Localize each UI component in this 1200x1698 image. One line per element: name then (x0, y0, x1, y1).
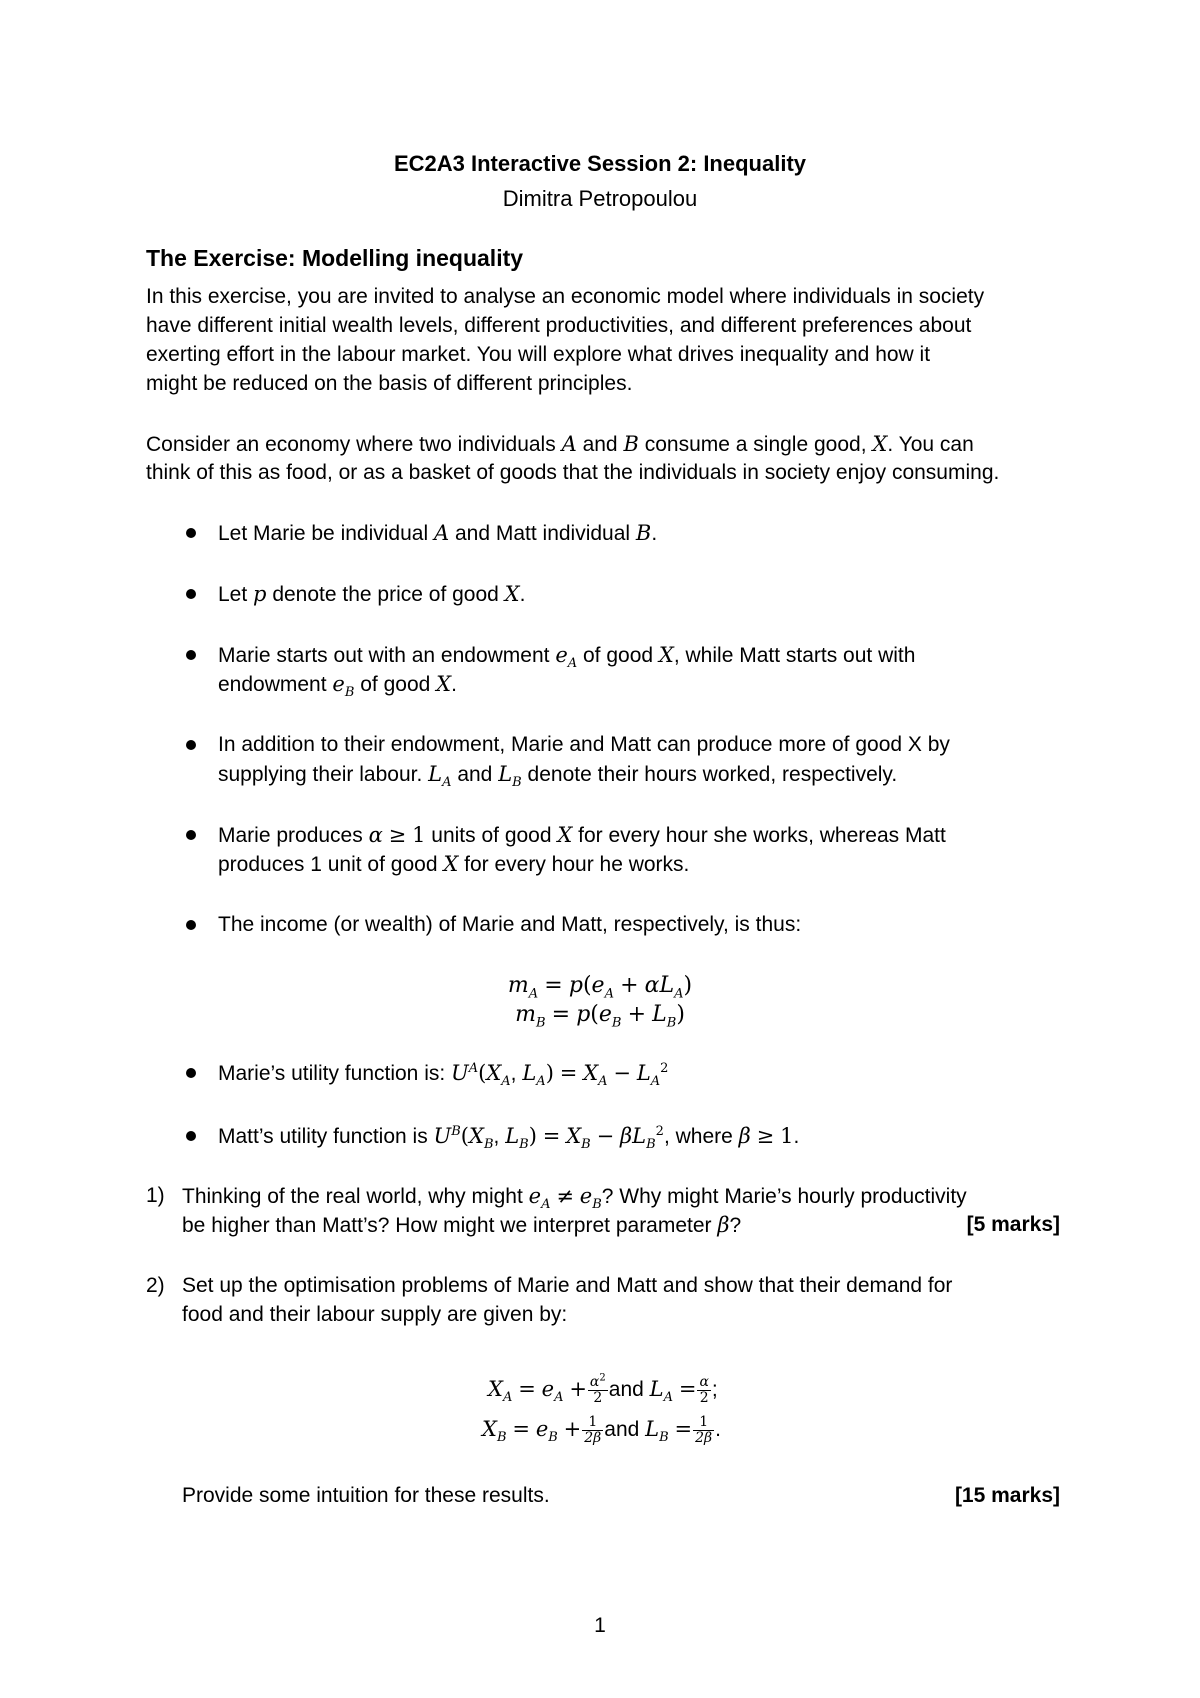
bullet-2: Let p denote the price of good X. (218, 582, 526, 606)
intro-line-3: exerting effort in the labour market. You will explore what drives inequality and how it (146, 343, 931, 366)
bullet-marker (186, 1131, 196, 1141)
section-heading: The Exercise: Modelling inequality (146, 245, 524, 271)
question-2-line-1: Set up the optimisation problems of Marie and Matt and show that their demand for (182, 1274, 953, 1297)
bullet-marker (186, 528, 196, 538)
bullet-4-line-1: In addition to their endowment, Marie and Matt can produce more of good X by (218, 733, 950, 756)
bullet-marker (186, 740, 196, 750)
bullet-7: Marie’s utility function is: $U^A(X_A$, $L_A) = X_A - L_A^2$ (218, 1061, 669, 1090)
consider-line-2: think of this as food, or as a basket of goods that the individuals in society enjoy consuming. (146, 461, 1000, 484)
question-2-marks: [15 marks] (954, 1484, 1060, 1507)
equation-demand-a: $X_A = e_A$ + $\frac{\alpha^2}{2}$ and $L_A$ = $\frac{\alpha}{2}$ ; (488, 1372, 718, 1406)
consider-line-1: Consider an economy where two individuals A and B consume a single good, X. You can (146, 432, 974, 456)
bullet-3-line-2: endowment $e_B$ of good X. (218, 672, 457, 701)
bullet-3-line-1: Marie starts out with an endowment $e_A$ of good X, while Matt starts out with (218, 643, 916, 672)
bullet-marker (186, 920, 196, 930)
bullet-8: Matt’s utility function is $U^B(X_B$, $L_B) = X_B - \beta L_B^2$, where β ≥ 1. (218, 1124, 800, 1153)
equation-income-b: $m_B = p(e_B + L_B)$ (515, 1002, 685, 1031)
question-2-line-2: food and their labour supply are given by: (182, 1303, 568, 1326)
equation-demand-b: $X_B = e_B$ + $\frac{1}{2\beta}$ and $L_B$ = $\frac{1}{2\beta}$ . (482, 1413, 721, 1446)
intro-line-2: have different initial wealth levels, different productivities, and different preferences about (146, 314, 972, 337)
question-1-line-2: be higher than Matt’s? How might we interpret parameter β? (182, 1213, 742, 1237)
bullet-marker (186, 830, 196, 840)
bullet-marker (186, 650, 196, 660)
bullet-4-line-2: supplying their labour. $L_A$ and $L_B$ denote their hours worked, respectively. (218, 762, 898, 791)
bullet-5-line-2: produces 1 unit of good X for every hour he works. (218, 852, 690, 876)
bullet-5-line-1: Marie produces α ≥ 1 units of good X for every hour she works, whereas Matt (218, 823, 946, 847)
question-2-number: 2) (146, 1274, 165, 1297)
bullet-1: Let Marie be individual A and Matt individual B. (218, 521, 658, 545)
page-number: 1 (594, 1614, 606, 1637)
question-1-number: 1) (146, 1184, 165, 1207)
equation-income-a: $m_A = p(e_A + \alpha L_A)$ (507, 973, 693, 1002)
author-name: Dimitra Petropoulou (502, 186, 698, 211)
question-1-line-1: Thinking of the real world, why might $e_A \ne e_B$? Why might Marie’s hourly productivity (182, 1184, 967, 1213)
bullet-marker (186, 1068, 196, 1078)
question-1-marks: [5 marks] (966, 1213, 1060, 1236)
question-2-intuition: Provide some intuition for these results. (182, 1484, 550, 1507)
intro-line-4: might be reduced on the basis of different principles. (146, 372, 633, 395)
document-title: EC2A3 Interactive Session 2: Inequality (393, 151, 807, 176)
bullet-6: The income (or wealth) of Marie and Matt, respectively, is thus: (218, 913, 802, 936)
bullet-marker (186, 589, 196, 599)
intro-line-1: In this exercise, you are invited to analyse an economic model where individuals in society (146, 285, 985, 308)
